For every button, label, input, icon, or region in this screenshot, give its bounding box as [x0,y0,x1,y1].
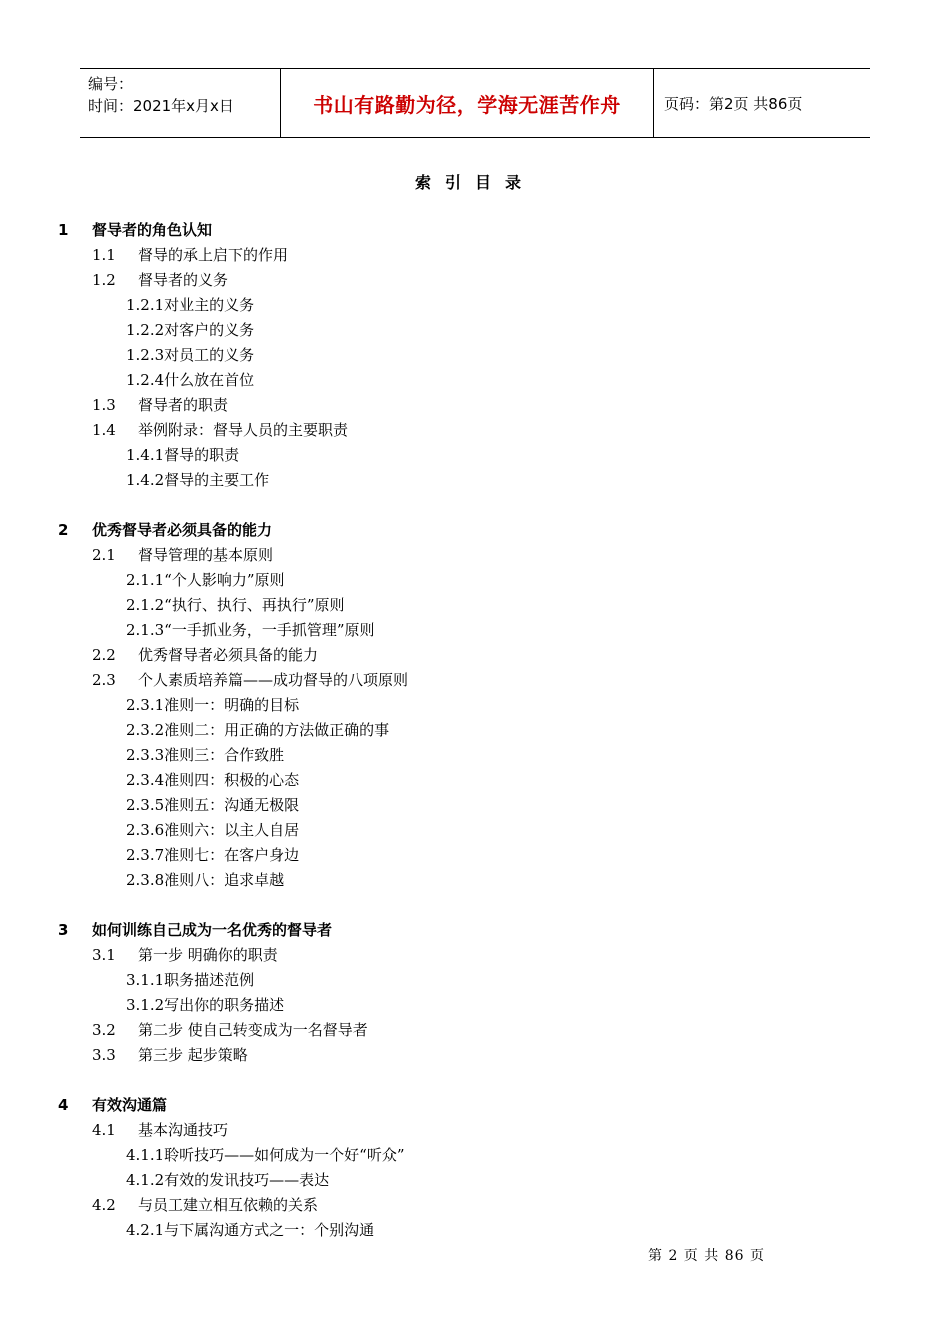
toc-entry-level3[interactable] [126,693,299,718]
toc-entry-text: 个人素质培养篇——成功督导的八项原则 [138,671,409,689]
toc-entry-level2[interactable] [92,268,228,293]
toc-entry-level3[interactable] [126,368,254,393]
toc-entry-number: 4.2 [92,1196,116,1214]
toc-entry-text: 职务描述范例 [164,971,255,989]
toc-entry-level1[interactable] [58,918,332,943]
toc-entry-number: 4.1.1 [126,1146,165,1164]
toc-entry-level2[interactable] [92,943,278,968]
toc-entry-text: 督导者的职责 [138,396,229,414]
toc-entry-text: 准则二：用正确的方法做正确的事 [164,721,390,739]
toc-entry-number: 3 [58,921,69,939]
page-footer: 第 2 页 共 86 页 [648,1248,765,1264]
toc-entry-level3[interactable] [126,1168,329,1193]
toc-entry-text: 基本沟通技巧 [138,1121,229,1139]
toc-entry-level1[interactable] [58,518,272,543]
toc-entry-number: 3.2 [92,1021,116,1039]
header-info-cell [80,69,281,137]
toc-entry-number: 2.1.3 [126,621,165,639]
toc-entry-text: “一手抓业务，一手抓管理”原则 [164,621,375,639]
toc-entry-level2[interactable] [92,1193,318,1218]
toc-entry-text: 督导的承上启下的作用 [138,246,289,264]
toc-entry-number: 1.3 [92,396,116,414]
toc-entry-text: 对员工的义务 [164,346,255,364]
toc-entry-number: 4 [58,1096,69,1114]
toc-entry-number: 2.3 [92,671,116,689]
toc-entry-text: 准则四：积极的心态 [164,771,300,789]
toc-entry-level1[interactable] [58,218,212,243]
toc-entry-level3[interactable] [126,293,254,318]
toc-entry-text: 第一步 明确你的职责 [138,946,278,964]
toc-entry-level3[interactable] [126,968,254,993]
toc-entry-text: “执行、执行、再执行”原则 [164,596,345,614]
toc-entry-text: 督导管理的基本原则 [138,546,274,564]
toc-entry-text: 优秀督导者必须具备的能力 [92,521,273,539]
toc-entry-level2[interactable] [92,418,348,443]
toc-entry-number: 1.2.1 [126,296,165,314]
toc-entry-level3[interactable] [126,618,375,643]
toc-entry-level2[interactable] [92,543,273,568]
toc-entry-level3[interactable] [126,593,345,618]
toc-entry-text: 第三步 起步策略 [138,1046,248,1064]
toc-entry-level2[interactable] [92,243,288,268]
header-time-label: 时间：2021年x月x日 [88,97,234,115]
toc-entry-number: 2.3.4 [126,771,165,789]
toc-entry-number: 1.4 [92,421,116,439]
toc-entry-level1[interactable] [58,1093,167,1118]
toc-entry-level3[interactable] [126,743,284,768]
toc-entry-level2[interactable] [92,393,228,418]
toc-entry-number: 1.1 [92,246,116,264]
toc-entry-text: 优秀督导者必须具备的能力 [138,646,319,664]
toc-entry-number: 2.1.1 [126,571,165,589]
toc-entry-text: “个人影响力”原则 [164,571,285,589]
toc-entry-number: 3.1 [92,946,116,964]
toc-entry-number: 2.3.6 [126,821,165,839]
toc-entry-number: 2.1 [92,546,116,564]
toc-entry-text: 准则七：在客户身边 [164,846,300,864]
toc-entry-number: 1.4.1 [126,446,165,464]
toc-entry-text: 写出你的职务描述 [164,996,285,1014]
toc-entry-text: 有效沟通篇 [92,1096,168,1114]
toc-entry-text: 准则五：沟通无极限 [164,796,300,814]
toc-title: 索引目录 [414,173,535,192]
toc-entry-number: 2.2 [92,646,116,664]
toc-entry-number: 1.2.4 [126,371,165,389]
toc-entry-number: 1.2.3 [126,346,165,364]
toc-entry-level2[interactable] [92,1118,228,1143]
toc-entry-text: 准则八：追求卓越 [164,871,285,889]
toc-entry-text: 督导者的义务 [138,271,229,289]
toc-entry-text: 准则六：以主人自居 [164,821,300,839]
toc-entry-number: 4.1 [92,1121,116,1139]
toc-entry-number: 1.4.2 [126,471,165,489]
toc-entry-number: 2.1.2 [126,596,165,614]
toc-entry-level3[interactable] [126,868,284,893]
toc-entry-level3[interactable] [126,793,299,818]
toc-entry-number: 2 [58,521,69,539]
toc-entry-level2[interactable] [92,668,408,693]
toc-entry-text: 对客户的义务 [164,321,255,339]
toc-entry-number: 4.2.1 [126,1221,165,1239]
toc-entry-text: 对业主的义务 [164,296,255,314]
toc-entry-level3[interactable] [126,343,254,368]
toc-entry-level2[interactable] [92,1018,368,1043]
toc-entry-number: 4.1.2 [126,1171,165,1189]
toc-entry-level3[interactable] [126,568,285,593]
toc-entry-level3[interactable] [126,318,254,343]
page-header [80,68,870,138]
toc-entry-text: 聆听技巧——如何成为一个好“听众” [164,1146,405,1164]
toc-entry-level2[interactable] [92,1043,248,1068]
toc-entry-number: 2.3.2 [126,721,165,739]
toc-entry-level3[interactable] [126,1218,374,1243]
toc-entry-text: 准则一：明确的目标 [164,696,300,714]
toc-entry-number: 3.1.1 [126,971,165,989]
toc-entry-level3[interactable] [126,1143,405,1168]
toc-entry-text: 与员工建立相互依赖的关系 [138,1196,319,1214]
toc-entry-text: 举例附录：督导人员的主要职责 [138,421,349,439]
toc-entry-text: 督导的主要工作 [164,471,270,489]
toc-entry-level3[interactable] [126,818,299,843]
toc-entry-text: 什么放在首位 [164,371,255,389]
toc-entry-number: 1.2 [92,271,116,289]
toc-entry-level3[interactable] [126,718,389,743]
toc-entry-number: 2.3.5 [126,796,165,814]
toc-entry-text: 准则三：合作致胜 [164,746,285,764]
header-number-label: 编号： [88,75,134,93]
toc-entry-level3[interactable] [126,993,284,1018]
toc-entry-number: 2.3.8 [126,871,165,889]
toc-entry-number: 3.3 [92,1046,116,1064]
toc-entry-text: 督导者的角色认知 [92,221,213,239]
toc-entry-text: 督导的职责 [164,446,240,464]
header-page-label: 页码：第2页 共86页 [664,94,803,113]
toc-entry-number: 2.3.7 [126,846,165,864]
toc-entry-text: 与下属沟通方式之一：个别沟通 [164,1221,375,1239]
toc-entry-number: 1 [58,221,69,239]
toc-entry-level3[interactable] [126,768,299,793]
toc-entry-level3[interactable] [126,468,269,493]
toc-entry-level3[interactable] [126,443,239,468]
toc-entry-level3[interactable] [126,843,299,868]
toc-entry-number: 2.3.1 [126,696,165,714]
toc-entry-number: 2.3.3 [126,746,165,764]
toc-entry-text: 有效的发讯技巧——表达 [164,1171,330,1189]
toc-entry-text: 如何训练自己成为一名优秀的督导者 [92,921,333,939]
toc-entry-level2[interactable] [92,643,318,668]
toc-entry-text: 第二步 使自己转变成为一名督导者 [138,1021,368,1039]
toc-entry-number: 3.1.2 [126,996,165,1014]
toc-entry-number: 1.2.2 [126,321,165,339]
header-motto: 书山有路勤为径，学海无涯苦作舟 [281,69,654,137]
